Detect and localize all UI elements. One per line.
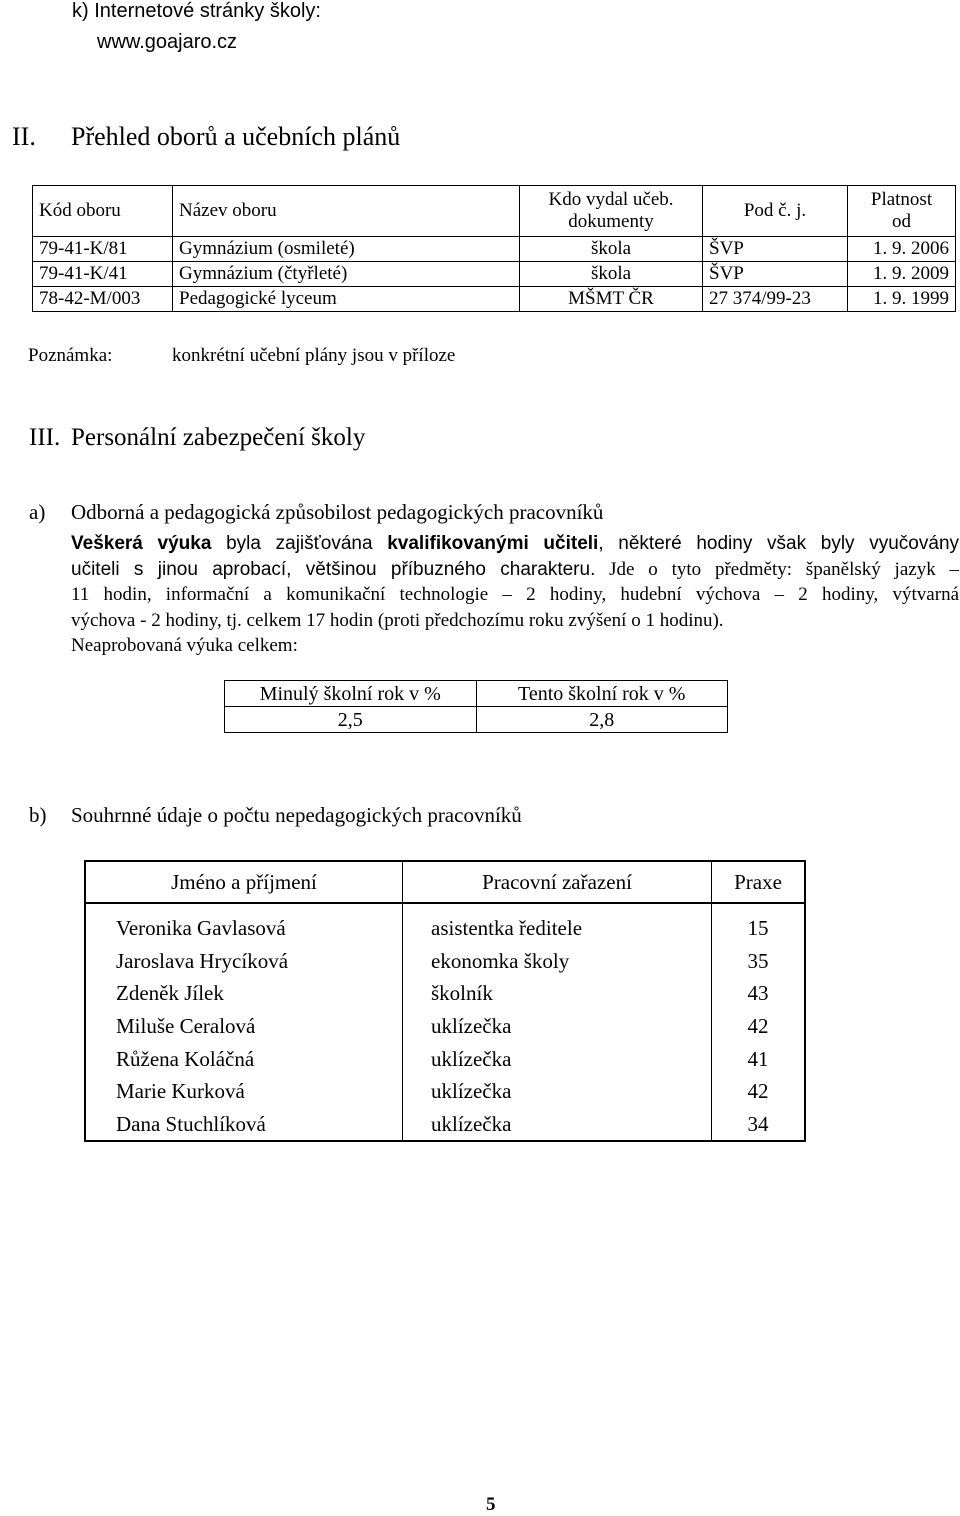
section2-title: Přehled oborů a učebních plánů (71, 122, 401, 151)
cell-name: Dana Stuchlíková (85, 1108, 403, 1142)
value-current-year: 2,8 (476, 707, 728, 733)
cell-name: Pedagogické lyceum (173, 287, 520, 312)
header-name: Jméno a příjmení (85, 861, 403, 903)
cell-name: Gymnázium (čtyřleté) (173, 262, 520, 287)
cell-years: 41 (712, 1042, 806, 1075)
cell-name: Miluše Ceralová (85, 1010, 403, 1043)
text-fragment: Jde o tyto předměty: španělský jazyk – (595, 558, 960, 580)
cell-job: školník (403, 977, 712, 1010)
cell-job: ekonomka školy (403, 945, 712, 978)
cell-name: Marie Kurková (85, 1075, 403, 1108)
bold-phrase: Veškerá výuka (71, 533, 212, 554)
header-issued-by: Kdo vydal učeb. dokumenty (520, 186, 703, 237)
header-name: Název oboru (173, 186, 520, 237)
table-row (85, 977, 805, 1010)
cell-valid: 1. 9. 2009 (848, 262, 956, 287)
cell-name: Jaroslava Hrycíková (85, 945, 403, 978)
header-ref: Pod č. j. (703, 186, 848, 237)
table-row (85, 945, 805, 978)
cell-name: Zdeněk Jílek (85, 977, 403, 1010)
section3-number: III. (29, 424, 61, 451)
page-number: 5 (486, 1494, 496, 1515)
paragraph-line (71, 531, 959, 557)
subsection-a-letter: a) (29, 500, 46, 524)
header-previous-year: Minulý školní rok v % (225, 681, 477, 707)
paragraph-line: Neaprobovaná výuka celkem: (71, 635, 298, 656)
subsection-b-letter: b) (29, 803, 47, 827)
table-header-row (225, 681, 728, 707)
cell-job: uklízečka (403, 1042, 712, 1075)
cell-job: asistentka ředitele (403, 912, 712, 945)
paragraph-line (71, 557, 959, 583)
staffing-paragraph (71, 531, 959, 659)
web-item-label: k) Internetové stránky školy: (72, 0, 321, 22)
cell-code: 79-41-K/81 (33, 237, 173, 262)
cell-issued-by: škola (520, 262, 703, 287)
cell-ref: ŠVP (703, 237, 848, 262)
subsection-a-title: Odborná a pedagogická způsobilost pedagogických pracovníků (71, 500, 604, 524)
table-row (85, 1108, 805, 1142)
paragraph-line: výchova - 2 hodiny, tj. celkem 17 hodin (proti předchozímu roku zvýšení o 1 hodinu). (71, 609, 724, 631)
text-fragment: učiteli s jinou aprobací, většinou příbuzného charakteru. (71, 558, 596, 580)
cell-name: Růžena Koláčná (85, 1042, 403, 1075)
text-fragment: , některé hodiny však byly vyučovány (598, 533, 960, 554)
table-row (33, 237, 956, 262)
cell-code: 79-41-K/41 (33, 262, 173, 287)
bold-phrase: kvalifikovanými učiteli (387, 533, 599, 554)
table-header-row (85, 861, 805, 903)
table-row (225, 707, 728, 733)
table-row (85, 1010, 805, 1043)
web-url: www.goajaro.cz (97, 31, 238, 53)
cell-name: Gymnázium (osmileté) (173, 237, 520, 262)
table-row (85, 1075, 805, 1108)
cell-issued-by: škola (520, 237, 703, 262)
header-current-year: Tento školní rok v % (476, 681, 728, 707)
value-previous-year: 2,5 (225, 707, 477, 733)
cell-years: 42 (712, 1010, 806, 1043)
note-text: konkrétní učební plány jsou v příloze (172, 345, 456, 366)
table-row (85, 1042, 805, 1075)
fields-table (32, 185, 956, 312)
cell-years: 43 (712, 977, 806, 1010)
cell-name: Veronika Gavlasová (85, 912, 403, 945)
text-fragment: byla zajišťována (211, 533, 388, 554)
cell-years: 15 (712, 912, 806, 945)
non-teaching-staff-table (84, 860, 806, 1142)
cell-valid: 1. 9. 2006 (848, 237, 956, 262)
unqualified-teaching-table (224, 680, 728, 733)
subsection-b-title: Souhrnné údaje o počtu nepedagogických pracovníků (71, 803, 522, 827)
cell-job: uklízečka (403, 1010, 712, 1043)
header-job: Pracovní zařazení (403, 861, 712, 903)
table-row (85, 912, 805, 945)
paragraph-line: 11 hodin, informační a komunikační technologie – 2 hodiny, hudební výchova – 2 hodiny, výtvarná (71, 584, 959, 605)
cell-valid: 1. 9. 1999 (848, 287, 956, 312)
header-valid: Platnost od (848, 186, 956, 237)
table-row (33, 262, 956, 287)
note-label: Poznámka: (28, 345, 113, 366)
cell-years: 34 (712, 1108, 806, 1142)
cell-issued-by: MŠMT ČR (520, 287, 703, 312)
table-spacer (85, 903, 805, 912)
table-header-row (33, 186, 956, 237)
header-code: Kód oboru (33, 186, 173, 237)
cell-job: uklízečka (403, 1075, 712, 1108)
cell-years: 35 (712, 945, 806, 978)
cell-code: 78-42-M/003 (33, 287, 173, 312)
section2-number: II. (12, 122, 36, 151)
header-years: Praxe (712, 861, 806, 903)
cell-ref: 27 374/99-23 (703, 287, 848, 312)
cell-years: 42 (712, 1075, 806, 1108)
section3-title: Personální zabezpečení školy (71, 424, 366, 451)
table-row (33, 287, 956, 312)
cell-job: uklízečka (403, 1108, 712, 1142)
cell-ref: ŠVP (703, 262, 848, 287)
